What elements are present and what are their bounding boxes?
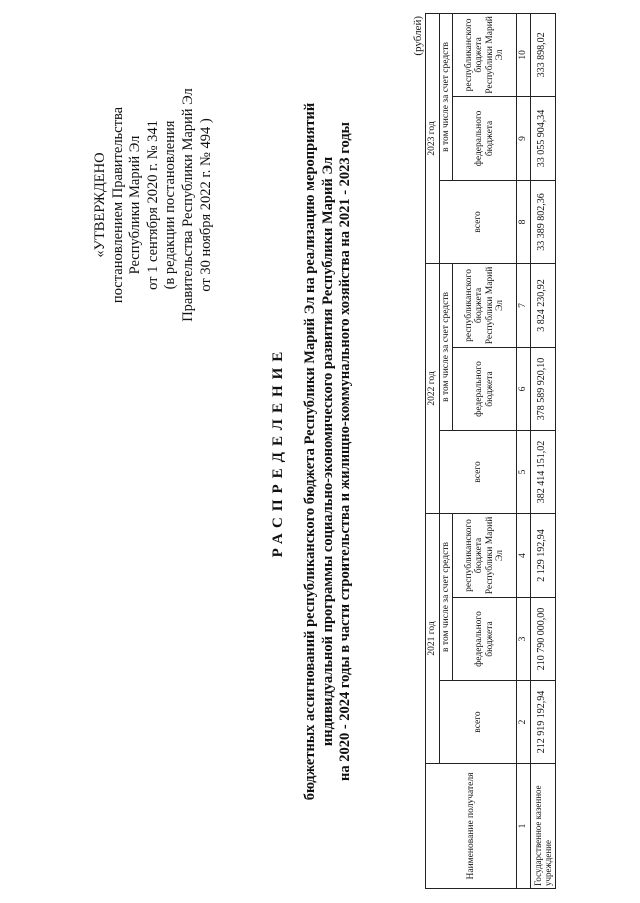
subtitle-line: на 2020 - 2024 годы в части строительства и жилищно-коммунального хозяйства на 2021 - 2023 годы	[337, 122, 353, 781]
subtitle-line: бюджетных ассигнований республиканского бюджета Республики Марий Эл на реализацию мероприятий	[302, 102, 318, 801]
column-number: 4	[517, 513, 531, 597]
federal-header: федерального бюджета	[453, 96, 517, 180]
column-number: 3	[517, 598, 531, 681]
approval-line: (в редакции постановления	[162, 120, 179, 290]
total-header: всего	[439, 681, 517, 764]
approval-line: от 1 сентября 2020 г. № 341	[144, 120, 161, 290]
column-number: 2	[517, 681, 531, 764]
federal-header: федерального бюджета	[453, 347, 517, 430]
table-cell: 33 389 802,36	[530, 180, 555, 263]
column-number: 7	[517, 263, 531, 347]
approval-line: Правительства Республики Марий Эл	[179, 88, 196, 322]
federal-header: федерального бюджета	[453, 598, 517, 681]
table-cell: 33 055 904,34	[530, 96, 555, 180]
approval-line: от 30 ноября 2022 г. № 494 )	[197, 118, 214, 292]
document-subtitle	[302, 0, 355, 903]
year-header: 2021 год	[426, 513, 440, 763]
allocation-table	[425, 13, 556, 889]
table-cell: 2 129 192,94	[530, 513, 555, 597]
including-header: в том числе за счет средств	[439, 513, 453, 680]
including-header: в том числе за счет средств	[439, 13, 453, 180]
approval-line: «УТВЕРЖДЕНО	[92, 152, 108, 258]
recipient-name: Государственное казенное учреждение	[530, 764, 555, 889]
republican-header: республиканского бюджета Республики Марий Эл	[453, 513, 517, 597]
approval-stamp	[92, 55, 215, 355]
republican-header: республиканского бюджета Республики Марий Эл	[453, 13, 517, 96]
column-number: 8	[517, 180, 531, 263]
including-header: в том числе за счет средств	[439, 263, 453, 430]
table-row	[530, 13, 555, 888]
republican-header: республиканского бюджета Республики Марий Эл	[453, 263, 517, 347]
table-cell: 378 589 920,10	[530, 347, 555, 430]
column-number: 1	[517, 764, 531, 889]
table-cell: 212 919 192,94	[530, 681, 555, 764]
header-row	[426, 13, 440, 888]
column-number: 6	[517, 347, 531, 430]
year-header: 2022 год	[426, 263, 440, 513]
document-heading: РАСПРЕДЕЛЕНИЕ	[270, 345, 286, 558]
unit-label: (рублей)	[412, 16, 424, 56]
table-cell: 3 824 230,92	[530, 263, 555, 347]
column-number: 9	[517, 96, 531, 180]
table-cell: 382 414 151,02	[530, 430, 555, 513]
column-number: 10	[517, 13, 531, 96]
column-number: 5	[517, 430, 531, 513]
subtitle-line: индивидуальной программы социально-экономического развития Республики Марий Эл	[319, 156, 336, 747]
year-header: 2023 год	[426, 13, 440, 263]
table-cell: 333 898,02	[530, 13, 555, 96]
total-header: всего	[439, 180, 517, 263]
column-number-row	[517, 13, 531, 888]
total-header: всего	[439, 430, 517, 513]
recipient-header: Наименование получателя	[426, 764, 517, 889]
approval-line: постановлением Правительства	[109, 106, 126, 304]
table-cell: 210 790 000,00	[530, 598, 555, 681]
approval-line: Республики Марий Эл	[127, 135, 144, 275]
header-row	[439, 13, 453, 888]
